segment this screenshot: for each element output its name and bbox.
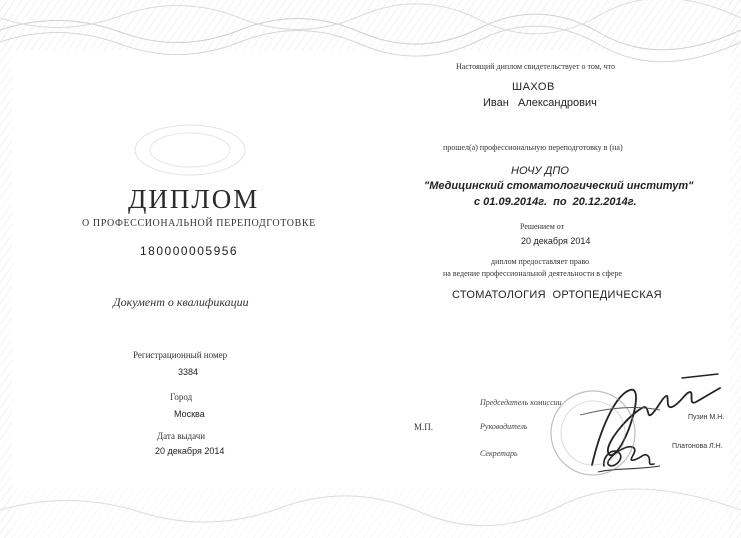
diploma-title: ДИПЛОМ bbox=[128, 184, 260, 214]
secretary-label: Секретарь bbox=[480, 449, 518, 458]
document-type: Документ о квалификации bbox=[113, 295, 249, 309]
registration-number: 3384 bbox=[178, 367, 199, 377]
stamp-place-label: М.П. bbox=[414, 422, 434, 432]
organization-short: НОЧУ ДПО bbox=[511, 165, 569, 177]
training-period: с 01.09.2014г. по 20.12.2014г. bbox=[474, 196, 637, 208]
intro-text: Настоящий диплом свидетельствует о том, что bbox=[456, 62, 616, 71]
chair-label: Председатель комиссии bbox=[480, 398, 562, 407]
diploma-subtitle: О ПРОФЕССИОНАЛЬНОЙ ПЕРЕПОДГОТОВКЕ bbox=[82, 218, 316, 229]
secretary-name: Платонова Л.Н. bbox=[672, 443, 723, 450]
diploma-number: 180000005956 bbox=[140, 244, 239, 258]
issue-date: 20 декабря 2014 bbox=[155, 446, 225, 456]
decision-date: 20 декабря 2014 bbox=[521, 236, 591, 246]
registration-number-label: Регистрационный номер bbox=[133, 350, 228, 360]
right-text-line1: диплом предоставляет право bbox=[491, 257, 590, 266]
passed-text: прошел(а) профессиональную переподготовку в (на) bbox=[443, 143, 623, 152]
right-text-line2: на ведение профессиональной деятельности в сфере bbox=[443, 269, 622, 278]
city-value: Москва bbox=[174, 409, 205, 419]
official-seal bbox=[548, 388, 638, 478]
head-label: Руководитель bbox=[480, 422, 528, 431]
specialty: СТОМАТОЛОГИЯ ОРТОПЕДИЧЕСКАЯ bbox=[452, 289, 662, 301]
city-label: Город bbox=[170, 392, 193, 402]
holder-surname: ШАХОВ bbox=[512, 81, 555, 93]
decision-label: Решением от bbox=[520, 222, 565, 231]
organization-full: "Медицинский стоматологический институт" bbox=[424, 180, 694, 192]
issue-date-label: Дата выдачи bbox=[157, 431, 206, 441]
chair-name: Пузин М.Н. bbox=[688, 414, 725, 421]
holder-name: Иван Александрович bbox=[483, 97, 597, 109]
